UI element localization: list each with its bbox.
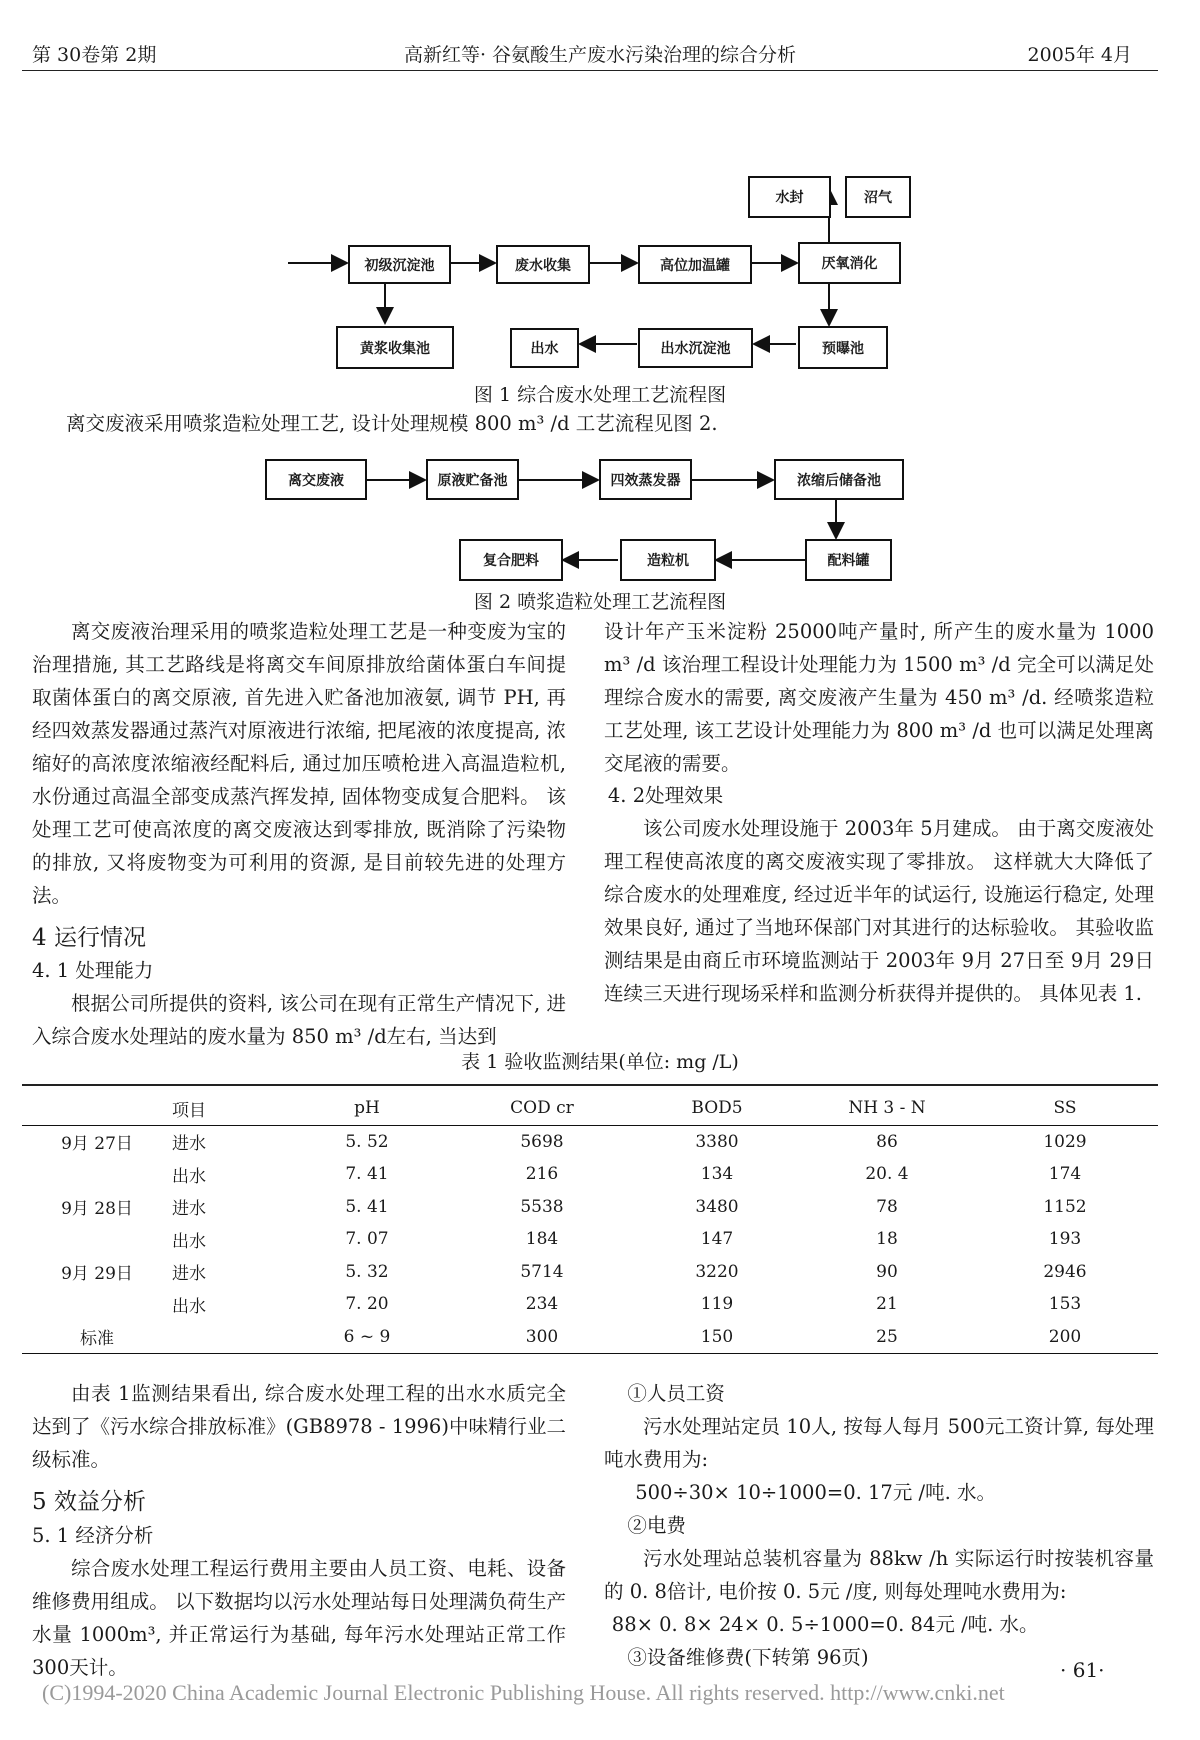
flow-box-compound-fertilizer: 复合肥料 [459, 539, 563, 581]
section-heading-4: 4 运行情况 [32, 925, 146, 951]
table-cell: 5. 32 [345, 1261, 389, 1282]
flow-box-slurry-collection: 黄浆收集池 [336, 326, 454, 369]
table-row [22, 1125, 1158, 1158]
flow-box-effluent: 出水 [510, 328, 579, 368]
table-cell: 184 [525, 1229, 559, 1250]
table-cell [22, 1288, 172, 1321]
table-row [22, 1158, 1158, 1191]
item-maintenance: ③设备维修费(下转第 96页) [627, 1646, 869, 1669]
table-cell: 标准 [22, 1321, 172, 1354]
paragraph-treatment-effect: 该公司废水处理设施于 2003年 5月建成。 由于离交废液处理工程使高浓度的离交废液实现了零排放。 这样就大大降低了综合废水的处理难度, 经过近半年的试运行, 设施运行稳定, 处理效果良好, 通过了当地环保部门对其进行的达标验收。 其验收监测结果是由商丘市环境监测站于 2003年 9月 27日至 9月 29日连续三天进行现场采样和监测分析获得并提供的。 具体见表 1. [604, 817, 1154, 1005]
table-cell: 3380 [695, 1131, 739, 1152]
table-cell: 9月 27日 [61, 1134, 133, 1155]
table-cell: 5. 41 [345, 1196, 389, 1217]
table-cell: 5. 52 [345, 1131, 389, 1152]
table-cell: 78 [876, 1196, 898, 1217]
flow-box-biogas: 沼气 [845, 176, 911, 218]
table-cell: 5698 [520, 1131, 564, 1152]
table-cell: 出水 [172, 1296, 206, 1317]
right-column-upper [604, 615, 1154, 1010]
table-cell: 234 [525, 1294, 559, 1315]
table-cell: 200 [972, 1321, 1158, 1354]
table-cell: 119 [700, 1294, 734, 1315]
flow-box-four-effect-evaporator: 四效蒸发器 [599, 459, 692, 500]
paragraph-standard-compliance: 由表 1监测结果看出, 综合废水处理工程的出水水质完全达到了《污水综合排放标准》(GB8978 - 1996)中味精行业二级标准。 [32, 1382, 566, 1471]
table-row [22, 1256, 1158, 1289]
copyright-footer: (C)1994-2020 China Academic Journal Electronic Publishing House. All rights reserved. http://www.cnki.net [42, 1680, 1005, 1705]
table-cell: 进水 [172, 1199, 206, 1220]
table1-title: 表 1 验收监测结果(单位: mg /L) [461, 1051, 739, 1073]
formula-electricity-cost: 88× 0. 8× 24× 0. 5÷1000=0. 84元 /吨. 水。 [611, 1613, 1039, 1636]
table-cell: 3220 [695, 1261, 739, 1282]
flow-box-heating-tank: 高位加温罐 [638, 245, 752, 284]
flow-box-water-seal: 水封 [748, 176, 831, 218]
figure2-caption: 图 2 喷浆造粒处理工艺流程图 [473, 591, 727, 613]
table-cell: 18 [876, 1229, 898, 1250]
flow-box-granulator: 造粒机 [620, 539, 716, 581]
table-row [22, 1191, 1158, 1224]
table-header-cell: COD cr [452, 1092, 632, 1125]
table-cell: 174 [1048, 1164, 1082, 1185]
table-header-cell [22, 1092, 172, 1125]
table-cell: 1029 [1043, 1131, 1087, 1152]
table-cell: 7. 41 [345, 1164, 389, 1185]
table-cell [22, 1223, 172, 1256]
table-cell: 5714 [520, 1261, 564, 1282]
table-header-cell: pH [282, 1092, 452, 1125]
flow-box-raw-liquor-storage: 原液贮备池 [426, 459, 519, 500]
formula-wage-cost: 500÷30× 10÷1000=0. 17元 /吨. 水。 [635, 1481, 996, 1504]
intro-line: 离交废液采用喷浆造粒处理工艺, 设计处理规模 800 m³ /d 工艺流程见图 2. [66, 412, 718, 435]
table-cell [172, 1321, 282, 1354]
paragraph-wage-cost: 污水处理站定员 10人, 按每人每月 500元工资计算, 每处理吨水费用为: [604, 1415, 1154, 1471]
table-cell: 9月 28日 [61, 1199, 133, 1220]
right-column-lower [604, 1377, 1154, 1674]
figure1-caption: 图 1 综合废水处理工艺流程图 [473, 384, 727, 406]
flow-box-pre-aeration: 预曝池 [798, 326, 888, 369]
subsection-heading-4-2: 4. 2处理效果 [607, 784, 724, 807]
table-row [22, 1223, 1158, 1256]
flow-box-effluent-sedimentation: 出水沉淀池 [638, 328, 753, 368]
table-row [22, 1288, 1158, 1321]
monitoring-results-table [22, 1092, 1158, 1354]
item-electricity: ②电费 [627, 1514, 686, 1537]
table-cell [22, 1158, 172, 1191]
table-header-row [22, 1092, 1158, 1125]
table-cell: 20. 4 [865, 1164, 909, 1185]
header-center: 高新红等· 谷氨酸生产废水污染治理的综合分析 [403, 44, 797, 66]
left-column-upper [32, 615, 566, 1053]
paragraph-capacity: 根据公司所提供的资料, 该公司在现有正常生产情况下, 进入综合废水处理站的废水量为 850 m³ /d左右, 当达到 [32, 992, 566, 1048]
table-cell: 6 ~ 9 [282, 1321, 452, 1354]
flow-box-primary-sedimentation: 初级沉淀池 [348, 245, 451, 284]
table-cell: 150 [632, 1321, 802, 1354]
table-cell: 193 [1048, 1229, 1082, 1250]
paragraph-spray-granulation: 离交废液治理采用的喷浆造粒处理工艺是一种变废为宝的治理措施, 其工艺路线是将离交车间原排放给菌体蛋白车间提取菌体蛋白的离交原液, 首先进入贮备池加液氨, 调节 PH, 再经四效蒸发器通过蒸汽对原液进行浓缩, 把尾液的浓度提高, 浓缩好的高浓度浓缩液经配料后, 通过加压喷枪进入高温造粒机, 水份通过高温全部变成蒸汽挥发掉, 固体物变成复合肥料。 该处理工艺可使高浓度的离交废液达到零排放, 既消除了污染物的排放, 又将废物变为可利用的资源, 是目前较先进的处理方法。 [32, 620, 566, 907]
table-cell: 25 [802, 1321, 972, 1354]
table-cell: 出水 [172, 1231, 206, 1252]
table-header-cell: SS [972, 1092, 1158, 1125]
section-heading-5: 5 效益分析 [32, 1489, 146, 1515]
table-cell: 进水 [172, 1264, 206, 1285]
table-cell: 86 [876, 1131, 898, 1152]
table-cell: 1152 [1043, 1196, 1087, 1217]
table-cell: 153 [1048, 1294, 1082, 1315]
table-cell: 出水 [172, 1166, 206, 1187]
left-column-lower [32, 1377, 566, 1684]
flow-box-wastewater-collection: 废水收集 [496, 245, 590, 284]
header-right: 2005年 4月 [1027, 44, 1132, 66]
table-cell: 216 [525, 1164, 559, 1185]
subsection-heading-5-1: 5. 1 经济分析 [32, 1524, 154, 1547]
table-cell: 300 [452, 1321, 632, 1354]
table-header-cell: 项目 [172, 1092, 282, 1125]
table-cell: 9月 29日 [61, 1264, 133, 1285]
table-cell: 5538 [520, 1196, 564, 1217]
table-header-cell: NH 3 - N [802, 1092, 972, 1125]
table-cell: 90 [876, 1261, 898, 1282]
table-cell: 7. 20 [345, 1294, 389, 1315]
table1-top-rule [22, 1084, 1158, 1086]
page-number: · 61· [1060, 1658, 1105, 1682]
table-cell: 3480 [695, 1196, 739, 1217]
table-cell: 进水 [172, 1134, 206, 1155]
flow-box-ion-exchange-liquor: 离交废液 [265, 459, 367, 500]
table-cell: 7. 07 [345, 1229, 389, 1250]
flow-box-concentrate-storage: 浓缩后储备池 [774, 459, 904, 500]
paragraph-economic-analysis: 综合废水处理工程运行费用主要由人员工资、电耗、设备维修费用组成。 以下数据均以污水处理站每日处理满负荷生产水量 1000m³, 并正常运行为基础, 每年污水处理站正常工作 300天计。 [32, 1557, 566, 1679]
paragraph-electricity-cost: 污水处理站总装机容量为 88kw /h 实际运行时按装机容量的 0. 8倍计, 电价按 0. 5元 /度, 则每处理吨水费用为: [604, 1547, 1154, 1603]
table-cell: 147 [700, 1229, 734, 1250]
flow-box-anaerobic-digestion: 厌氧消化 [798, 242, 901, 284]
table-row [22, 1321, 1158, 1354]
table-cell: 2946 [1043, 1261, 1087, 1282]
paragraph-design-capacity: 设计年产玉米淀粉 25000吨产量时, 所产生的废水量为 1000 m³ /d 该治理工程设计处理能力为 1500 m³ /d 完全可以满足处理综合废水的需要, 离交废液产生量为 450 m³ /d. 经喷浆造粒工艺处理, 该工艺设计处理能力为 800 m³ /d 也可以满足处理离交尾液的需要。 [604, 620, 1154, 775]
subsection-heading-4-1: 4. 1 处理能力 [32, 959, 154, 982]
item-personnel-wages: ①人员工资 [627, 1382, 725, 1405]
table-header-cell: BOD5 [632, 1092, 802, 1125]
flow-box-mixing-tank: 配料罐 [805, 539, 892, 581]
header-left: 第 30卷第 2期 [32, 44, 157, 66]
table-cell: 134 [700, 1164, 734, 1185]
figure1-arrows [0, 0, 1200, 640]
table-cell: 21 [876, 1294, 898, 1315]
